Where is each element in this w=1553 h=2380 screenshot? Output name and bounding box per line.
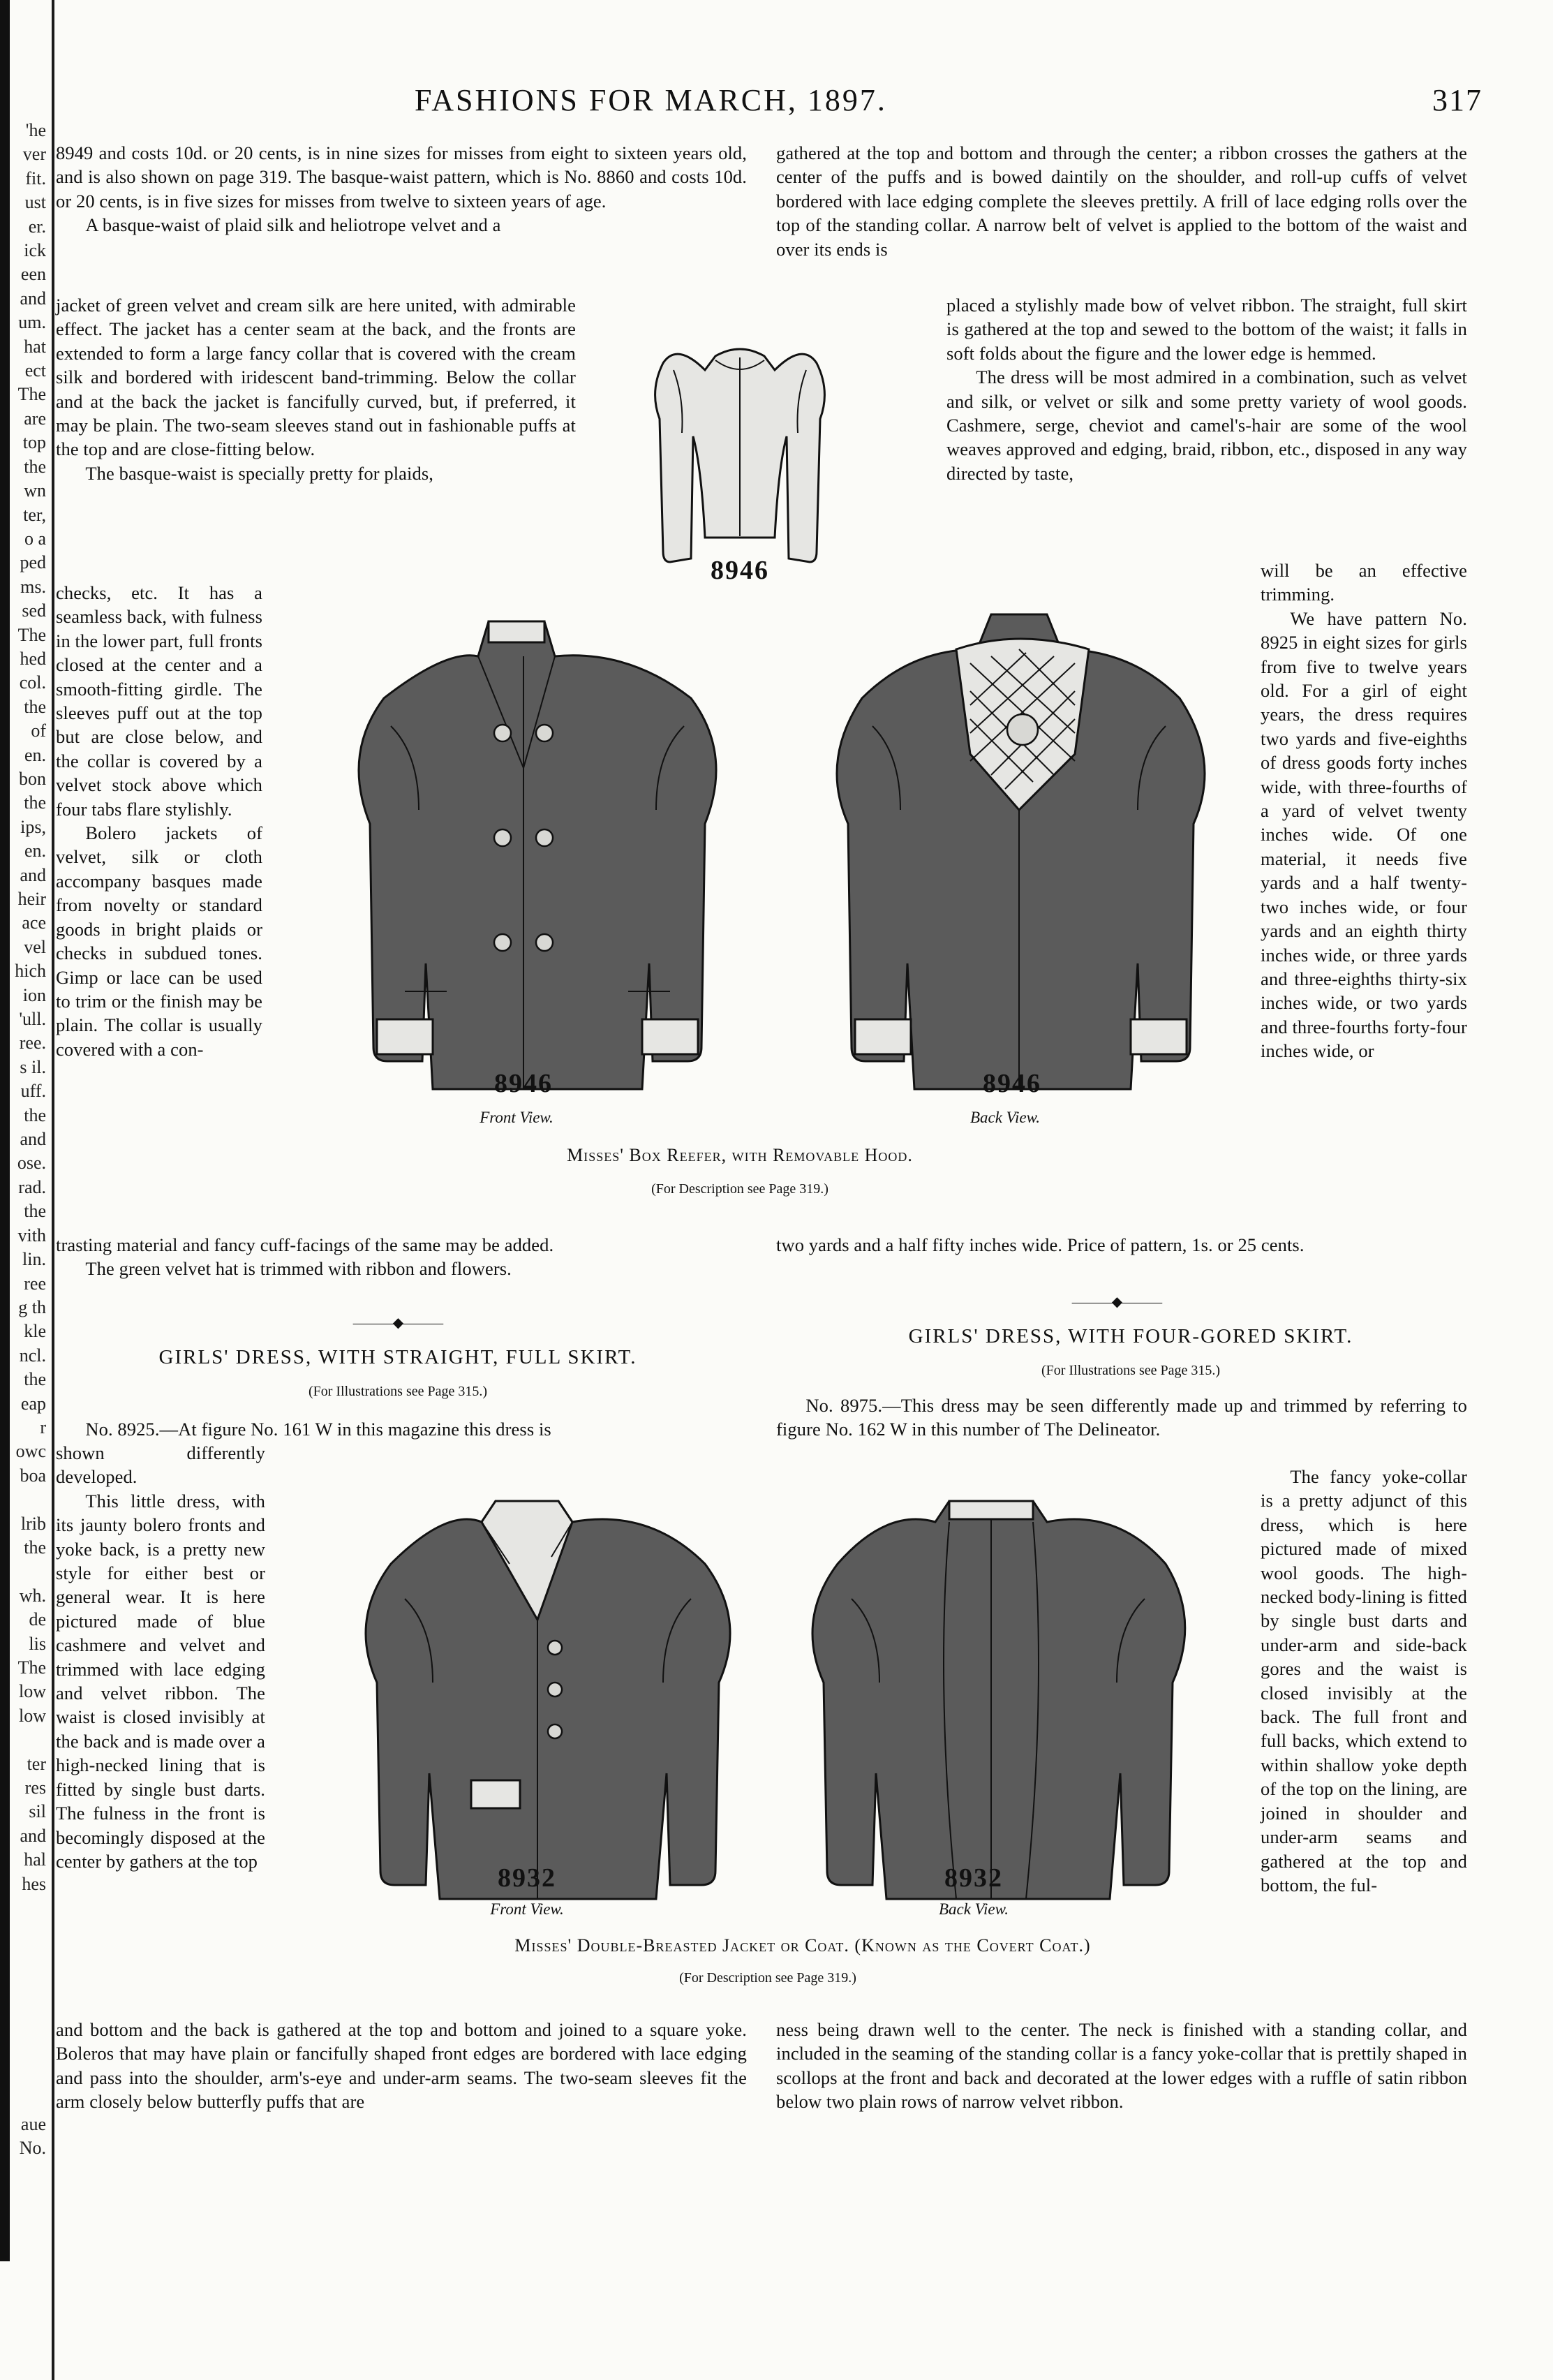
adjacent-page-fragment: g th [18,1296,46,1317]
paragraph: This little dress, with its jaunty bolero fronts and yoke back, is a pretty new style for either best or general wear. It is here pictured made of blue cashmere and velvet and trimmed with lace edging and velvet ribbon. The waist is closed invisibly at the back and is made over a high-necked lining that is fitted by single bust darts. The fulness in the front is becomingly disposed at the center by gathers at the top [56,1490,265,1872]
paragraph-lead: No. 8925.—At figure No. 161 W in this magazine this dress is [85,1419,551,1440]
adjacent-page-fragment: ree. [19,1033,46,1054]
view-label: Back View. [969,1109,1041,1126]
adjacent-page-fragment: vel [24,936,46,957]
adjacent-page-strip [0,0,54,2380]
adjacent-page-fragment: and [20,1129,46,1150]
paragraph: The dress will be most admired in a combination, such as velvet and silk, or velvet or silk and some pretty variety of wool goods. Cashmere, serge, cheviot and camel's-hair are some of the wool weaves approved and edging, braid, ribbon, etc., disposed in any way directed by taste, [946,367,1467,484]
figure-number: 8946 [494,1069,553,1098]
adjacent-page-fragment: low [19,1705,46,1726]
adjacent-page-fragment: r [40,1417,46,1437]
adjacent-page-fragment: 'ull. [19,1009,46,1030]
adjacent-page-fragment: lrib [20,1513,46,1534]
adjacent-page-fragment: ver [22,144,46,165]
coat-back-illustration [775,1480,1208,1913]
adjacent-page-fragment: hed [20,648,46,669]
view-label: Front View. [490,1900,564,1918]
adjacent-page-fragment: res [24,1777,46,1798]
adjacent-page-fragment: top [22,432,46,453]
adjacent-page-fragment: and [20,288,46,309]
adjacent-page-fragment: The [17,384,46,405]
girls-fourgored-narrow [1261,1465,1467,1897]
figure-number: 8946 [983,1069,1041,1098]
adjacent-page-fragment: en. [24,744,46,765]
adjacent-page-fragment: en. [24,841,46,862]
paragraph: gathered at the top and bottom and through the center; a ribbon crosses the gathers at the center of the puffs and is bowed daintily on the shoulder, and roll-up cuffs of velvet bordered with lace edging complete the sleeves prettily. A frill of lace edging rolls over the top of the standing collar. A narrow belt of velvet is applied to the bottom of the waist and over its ends is [776,142,1467,260]
girls-fourgored-bottom [776,2018,1467,2114]
coat-front-illustration [328,1480,761,1913]
paragraph-lead: A basque-waist of plaid silk and heliotrope velvet and a [85,214,501,236]
adjacent-page-fragment: ped [20,552,46,573]
adjacent-page-fragment: er. [28,216,46,237]
adjacent-page-fragment: No. [19,2138,46,2159]
adjacent-page-fragment: ust [24,192,46,213]
adjacent-page-fragment: the [24,456,46,477]
paragraph: two yards and a half fifty inches wide. Price of pattern, 1s. or 25 cents. [776,1234,1305,1255]
adjacent-page-fragment: wn [24,480,46,501]
adjacent-page-fragment: the [24,1201,46,1222]
adjacent-page-fragment [0,1488,52,1511]
adjacent-page-fragment: boa [20,1465,46,1486]
adjacent-page-fragment: heir [17,889,46,909]
right-column-narrow [946,293,1467,485]
right-column-very-narrow [1261,559,1467,1063]
adjacent-page-fragment: um. [18,312,46,333]
figure-caption: Misses' Box Reefer, with Removable Hood. [567,1145,913,1165]
adjacent-page-fragment [0,2016,52,2040]
paragraph: We have pattern No. 8925 in eight sizes for girls from five to twelve years old. For a girl of eight years, the dress requires two yards and five-eighths of dress goods forty inches wide, with three-fourths of a yard of velvet twenty inches wide. Of one material, it needs five yards and a half twenty-two inches wide, or four yards and an eighth thirty inches wide, or three yards and three-eighths thirty-six inches wide, or two yards and three-fourths forty-four inches wide, or [1261,607,1467,1062]
section-divider: ———◆——— [1071,1294,1162,1310]
page-number: 317 [1432,83,1483,117]
section-divider: ———◆——— [352,1315,443,1331]
section-heading: GIRLS' DRESS, WITH STRAIGHT, FULL SKIRT. [158,1346,637,1368]
figure-number: 8946 [711,556,769,585]
adjacent-page-fragment [0,1896,52,1920]
adjacent-page-fragment: the [24,792,46,813]
adjacent-page-fragment: uff. [20,1081,46,1102]
adjacent-page-fragment: ips, [20,816,46,837]
paragraph: placed a stylishly made bow of velvet ribbon. The straight, full skirt is gathered at the top and sewed to the bottom of the waist; it falls in soft folds about the figure and the lower edge is hemmed. [946,295,1467,364]
adjacent-page-fragment: kle [24,1321,46,1342]
section-heading: GIRLS' DRESS, WITH FOUR-GORED SKIRT. [908,1325,1353,1347]
adjacent-page-fragment: aue [20,2113,46,2134]
adjacent-page-fragment: of [31,720,46,741]
view-label: Front View. [480,1109,553,1126]
adjacent-page-fragment: o a [24,528,46,549]
adjacent-page-fragment: eap [20,1393,46,1414]
girls-straight-narrow [56,1441,265,1873]
adjacent-page-fragment: s il. [20,1056,46,1077]
adjacent-page-fragment: bon [19,768,46,789]
adjacent-page-fragment [0,2088,52,2112]
section-reference: (For Illustrations see Page 315.) [1041,1363,1221,1378]
adjacent-page-fragment: ick [24,240,46,261]
adjacent-page-fragment: lin. [22,1249,46,1270]
running-title: FASHIONS FOR MARCH, 1897. [415,83,887,117]
adjacent-page-fragment: low [19,1681,46,1702]
adjacent-page-fragment: ose. [17,1153,46,1174]
left-column-very-narrow [56,581,262,1061]
figure-caption-reference: (For Description see Page 319.) [651,1181,828,1197]
adjacent-page-fragment: ncl. [19,1345,46,1366]
adjacent-page-fragment: ter [27,1753,46,1774]
adjacent-page-fragment: rad. [18,1176,46,1197]
adjacent-page-fragment [0,1944,52,1968]
adjacent-page-fragment: ect [24,360,46,381]
adjacent-page-fragment: and [20,1825,46,1846]
adjacent-page-fragment [0,2064,52,2088]
paragraph: will be an effective trimming. [1261,560,1467,605]
girls-fourgored-lead [776,1394,1467,1442]
page-header [66,82,1483,121]
paragraph: No. 8975.—This dress may be seen differently made up and trimmed by referring to figure No. 162 W in this number of The Delineator. [776,1395,1467,1440]
adjacent-page-fragment: ace [22,912,46,933]
adjacent-page-fragment: owc [15,1441,46,1462]
paragraph: Bolero jackets of velvet, silk or cloth accompany basques made from novelty or standard goods in bright plaids or checks in subdued tones. Gimp or lace can be used to trim or the finish may be plain. The collar is usually covered with a con- [56,822,262,1060]
adjacent-page-fragment: the [24,1537,46,1558]
adjacent-page-fragment: hich [15,961,46,982]
paragraph: The green velvet hat is trimmed with ribbon and flowers. [85,1258,512,1280]
adjacent-page-fragment: lis [29,1633,46,1654]
figure-caption-reference: (For Description see Page 319.) [679,1970,856,1986]
paragraph-lead: The basque-waist is specially pretty for plaids, [85,462,433,484]
paragraph: shown differently developed. [56,1442,265,1488]
adjacent-page-fragment: the [24,1369,46,1390]
adjacent-page-fragment [0,1920,52,1944]
figure-caption: Misses' Double-Breasted Jacket or Coat. (Known as the Covert Coat.) [514,1935,1091,1956]
girls-straight-bottom [56,2018,747,2114]
adjacent-page-fragment: are [24,408,46,429]
adjacent-page-fragment: and [20,864,46,885]
adjacent-page-fragment: de [29,1609,46,1630]
paragraph: The fancy yoke-collar is a pretty adjunct of this dress, which is here pictured made of mixed wool goods. The high-necked body-lining is fitted by single bust darts and under-arm and side-back gores and the waist is closed invisibly at the back. The full front and full backs, which extend to within shallow yoke depth of the top on the lining, are joined in shoulder and under-arm seams and gathered at the top and bottom, the ful- [1261,1466,1467,1895]
adjacent-page-fragment: hal [24,1849,46,1870]
adjacent-page-fragment: sed [22,600,46,621]
adjacent-page-fragment: The [17,624,46,645]
adjacent-page-fragment: wh. [19,1585,46,1606]
adjacent-page-fragment: the [24,696,46,717]
adjacent-page-fragment: ms. [20,576,46,597]
adjacent-page-fragment: een [20,264,46,285]
adjacent-page-fragment [0,1993,52,2016]
paragraph: and bottom and the back is gathered at the top and bottom and joined to a square yoke. Boleros that may have plain or fancifully shaped front edges are bordered with lace edging and pass into the shoulder, arm's-eye and under-arm seams. The two-seam sleeves fit the arm closely below butterfly puffs that are [56,2019,747,2113]
paragraph: 8949 and costs 10d. or 20 cents, is in nine sizes for misses from eight to sixteen years old, and is also shown on page 319. The basque-waist pattern, which is No. 8860 and costs 10d. or 20 cents, is in five sizes for misses from twelve to sixteen years of age. [56,142,747,212]
adjacent-page-fragment [0,1728,52,1752]
figure-number: 8932 [498,1863,556,1893]
reefer-back-illustration [796,600,1242,1103]
small-jacket-illustration [632,314,848,572]
paragraph: ness being drawn well to the center. The neck is finished with a standing collar, and included in the seaming of the standing collar is a fancy yoke-collar that is prettily shaped in scollops at the front and back and decorated at the lower edges with a ruffle of satin ribbon below two plain rows of narrow velvet ribbon. [776,2019,1467,2113]
adjacent-page-fragment: col. [19,672,46,693]
paragraph: trasting material and fancy cuff-facings of the same may be added. [56,1234,554,1255]
adjacent-page-fragment: ree [24,1273,46,1294]
reefer-front-illustration [314,600,761,1103]
girls-straight-lead [56,1417,747,1441]
adjacent-page-fragment: hes [22,1873,46,1894]
figure-number: 8932 [944,1863,1003,1893]
section-reference: (For Illustrations see Page 315.) [308,1384,488,1399]
adjacent-page-fragment: vith [17,1225,46,1246]
view-label: Back View. [938,1900,1009,1918]
adjacent-page-fragment: The [17,1657,46,1678]
adjacent-page-fragment: ion [22,984,46,1005]
adjacent-page-fragment: 'he [25,120,46,140]
adjacent-page-fragment: the [24,1104,46,1125]
left-column-narrow [56,293,576,485]
adjacent-page-fragment: fit. [25,168,46,189]
paragraph: checks, etc. It has a seamless back, with fulness in the lower part, full fronts closed at the center and a smooth-fitting girdle. The sleeves puff out at the top but are close below, and the collar is covered by a velvet stock above which four tabs flare stylishly. [56,582,262,820]
paragraph: jacket of green velvet and cream silk are here united, with admirable effect. The jacket has a center seam at the back, and the fronts are extended to form a large fancy collar that is covered with the cream silk and bordered with iridescent band-trimming. Below the collar and at the back the jacket is fancifully curved, but, if preferred, it may be plain. The two-seam sleeves stand out in fashionable puffs at the top and are close-fitting below. [56,295,576,460]
adjacent-page-fragment: sil [29,1801,46,1822]
adjacent-page-fragment: ter, [23,504,46,525]
adjacent-page-fragment: hat [24,336,46,357]
left-column-top [56,141,747,237]
adjacent-page-fragment [0,2041,52,2064]
left-column-bottom [56,1233,747,1281]
right-column-top [776,141,1467,261]
right-column-bottom [776,1233,1467,1257]
adjacent-page-fragment [0,1560,52,1583]
adjacent-page-fragment [0,1968,52,1992]
